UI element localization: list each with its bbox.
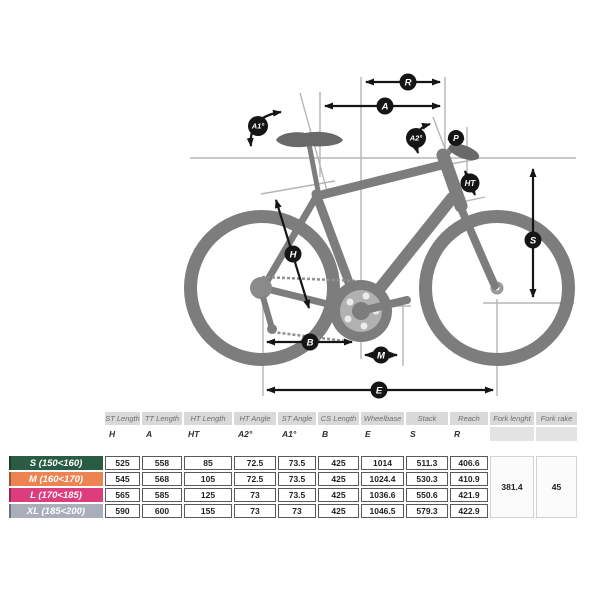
table-cell: 585 <box>142 488 182 502</box>
svg-text:A1°: A1° <box>251 121 265 131</box>
svg-text:A: A <box>381 101 389 113</box>
table-cell: 545 <box>105 472 140 486</box>
label-wheelbase <box>371 382 388 399</box>
label-headtube <box>461 174 480 193</box>
table-cell: 425 <box>318 488 359 502</box>
column-code: A <box>146 429 153 439</box>
size-label-xl: XL (185<200) <box>9 504 103 518</box>
table-cell: 568 <box>142 472 182 486</box>
table-cell: 425 <box>318 472 359 486</box>
table-cell: 425 <box>318 504 359 518</box>
table-cell: 511.3 <box>406 456 448 470</box>
label-toptube <box>377 98 394 115</box>
column-header: Fork rake <box>536 412 577 425</box>
label-reach <box>400 74 417 91</box>
table-cell: 590 <box>105 504 140 518</box>
table-cell: 1024.4 <box>361 472 404 486</box>
table-cell: 73.5 <box>278 472 316 486</box>
svg-text:B: B <box>306 337 314 349</box>
column-header: ST Length <box>105 414 140 423</box>
table-cell: 72.5 <box>234 472 276 486</box>
table-cell: 155 <box>184 504 232 518</box>
column-header: HT Length <box>184 412 232 425</box>
label-m <box>373 347 390 364</box>
table-cell: 73.5 <box>278 488 316 502</box>
table-cell: 72.5 <box>234 456 276 470</box>
table-cell: 406.6 <box>450 456 488 470</box>
svg-text:P: P <box>453 133 459 144</box>
table-cell: 421.9 <box>450 488 488 502</box>
table-cell: 530.3 <box>406 472 448 486</box>
column-header: CS Length <box>318 412 359 425</box>
column-header: Stack <box>406 412 448 425</box>
table-cell: 410.9 <box>450 472 488 486</box>
table-cell: 565 <box>105 488 140 502</box>
table-cell: 1014 <box>361 456 404 470</box>
column-code: HT <box>188 429 200 439</box>
label-seat-angle <box>248 116 268 136</box>
column-code: A2° <box>238 429 253 439</box>
column-code: R <box>454 429 461 439</box>
cassette <box>250 277 272 299</box>
size-label-l: L (170<185) <box>9 488 103 502</box>
svg-text:HT: HT <box>464 178 476 188</box>
geometry-table <box>9 412 577 518</box>
table-cell: 1046.5 <box>361 504 404 518</box>
blank-cell <box>536 427 577 441</box>
column-code: S <box>410 429 416 439</box>
column-code: E <box>365 429 371 439</box>
table-cell: 579.3 <box>406 504 448 518</box>
derailleur-pulley <box>267 324 277 334</box>
table-cell: 73 <box>278 504 316 518</box>
svg-text:E: E <box>375 385 383 397</box>
table-cell: 73 <box>234 488 276 502</box>
column-header: HT Angle <box>234 412 276 425</box>
blank-cell <box>490 427 534 441</box>
table-cell: 550.6 <box>406 488 448 502</box>
column-header: Wheelbase <box>361 412 404 425</box>
table-cell: 525 <box>105 456 140 470</box>
rear-derailleur <box>263 297 271 325</box>
column-code: A1° <box>282 429 297 439</box>
table-cell: 600 <box>142 504 182 518</box>
label-p <box>448 130 464 146</box>
saddle <box>276 132 343 147</box>
column-header: TT Length <box>142 412 182 425</box>
table-cell: 73.5 <box>278 456 316 470</box>
table-cell: 125 <box>184 488 232 502</box>
size-label-m: M (160<170) <box>9 472 103 486</box>
table-cell: 422.9 <box>450 504 488 518</box>
svg-text:R: R <box>404 77 412 89</box>
column-code: H <box>109 429 116 439</box>
table-cell: 73 <box>234 504 276 518</box>
fork-rake-cell: 45 <box>536 456 577 518</box>
column-header: Fork lenght <box>490 412 534 425</box>
svg-text:H: H <box>289 249 297 261</box>
size-label-s: S (150<160) <box>9 456 103 470</box>
table-cell: 105 <box>184 472 232 486</box>
table-cell: 558 <box>142 456 182 470</box>
svg-text:S: S <box>529 235 537 247</box>
column-header: ST Angle <box>278 412 316 425</box>
svg-text:A2°: A2° <box>409 133 423 143</box>
table-cell: 425 <box>318 456 359 470</box>
label-head-angle <box>406 128 426 148</box>
column-code: B <box>322 429 329 439</box>
table-cell: 1036.6 <box>361 488 404 502</box>
fork-length-cell: 381.4 <box>490 456 534 518</box>
svg-text:M: M <box>377 350 385 362</box>
label-chainstay <box>302 334 319 351</box>
table-cell: 85 <box>184 456 232 470</box>
label-stack <box>525 232 542 249</box>
bike-silhouette <box>191 132 569 360</box>
label-seattube <box>285 246 302 263</box>
column-header: Reach <box>450 412 488 425</box>
